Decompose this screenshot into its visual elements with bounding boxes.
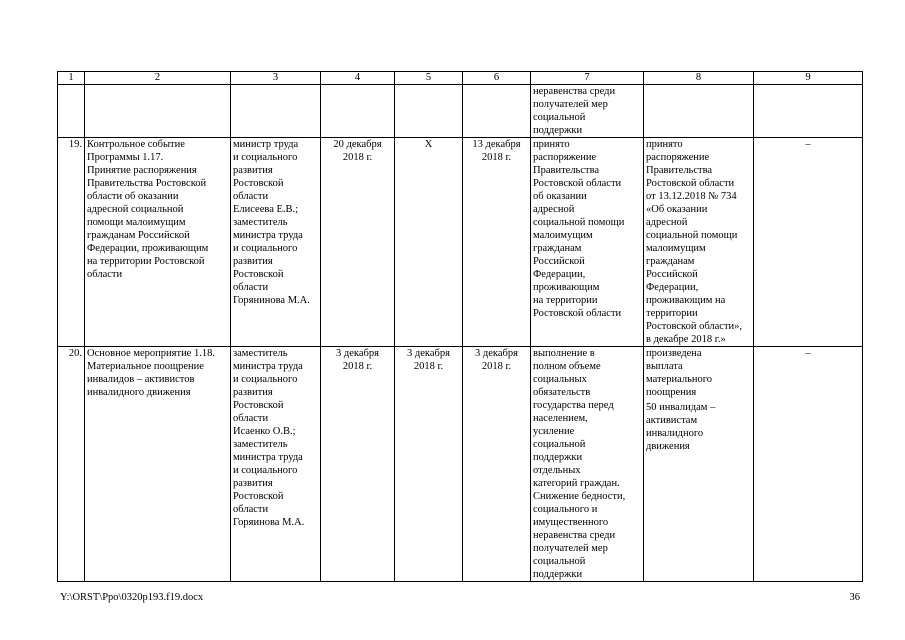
table-cell <box>321 85 395 138</box>
table-header-row <box>58 72 863 85</box>
table-cell <box>395 85 463 138</box>
planned-result-cell: принято распоряжение Правительства Ростовской области об оказании адресной социальной помощи малоимущим гражданам Российской Федерации, проживающим на территории Ростовской области <box>531 138 644 347</box>
actual-result-cell: принято распоряжение Правительства Ростовской области от 13.12.2018 № 734 «Об оказании адресной социальной помощи малоимущим гражданам Российской Федерации, проживающим на территории Ростовской области», в декабре 2018 г.» <box>644 138 754 347</box>
col-header: 3 <box>231 72 321 85</box>
planned-result-cell: выполнение в полном объеме социальных обязательств государства перед населением, усиление социальной поддержки отдельных категорий граждан. Снижение бедности, социального и имущественного неравенства среди получателей мер социальной поддержки <box>531 347 644 582</box>
responsible-cell: заместитель министра труда и социального развития Ростовской области Исаенко О.В.; заместитель министра труда и социального развития Ростовской области Горяинова М.А. <box>231 347 321 582</box>
actual-result-part: произведена выплата материального поощрения <box>646 348 713 398</box>
planned-result-cell: неравенства среди получателей мер социальной поддержки <box>531 85 644 138</box>
col-header: 9 <box>754 72 863 85</box>
table-cell <box>85 85 231 138</box>
col-header: 6 <box>463 72 531 85</box>
row-number: 20. <box>58 347 85 582</box>
col-header: 1 <box>58 72 85 85</box>
plan-start-cell: 20 декабря 2018 г. <box>321 138 395 347</box>
table-row-20 <box>58 347 863 582</box>
report-table <box>57 71 863 582</box>
table-cell <box>231 85 321 138</box>
col-header: 5 <box>395 72 463 85</box>
fact-start-cell: Х <box>395 138 463 347</box>
footer-file-path: Y:\ORST\Ppo\0320p193.f19.docx <box>60 592 204 603</box>
col-header: 2 <box>85 72 231 85</box>
note-cell: – <box>754 138 863 347</box>
responsible-cell: министр труда и социального развития Ростовской области Елисеева Е.В.; заместитель министра труда и социального развития Ростовской области Горянинова М.А. <box>231 138 321 347</box>
col-header: 4 <box>321 72 395 85</box>
plan-start-cell: 3 декабря 2018 г. <box>321 347 395 582</box>
plan-end-cell: 3 декабря 2018 г. <box>463 347 531 582</box>
actual-result-cell <box>644 347 754 582</box>
event-name-cell: Основное мероприятие 1.18. Материальное поощрение инвалидов – активистов инвалидного движения <box>85 347 231 582</box>
table-cell <box>463 85 531 138</box>
col-header: 7 <box>531 72 644 85</box>
table-cell <box>58 85 85 138</box>
note-cell: – <box>754 347 863 582</box>
table-row-19 <box>58 138 863 347</box>
event-name-cell: Контрольное событие Программы 1.17. Принятие распоряжения Правительства Ростовской области об оказании адресной социальной помощи малоимущим гражданам Российской Федерации, проживающим на территории Ростовской области <box>85 138 231 347</box>
table-row-continuation <box>58 85 863 138</box>
table-cell <box>754 85 863 138</box>
table-cell <box>644 85 754 138</box>
actual-result-part: 50 инвалидам – активистам инвалидного движения <box>646 402 716 452</box>
footer-page-number: 36 <box>849 592 860 603</box>
row-number: 19. <box>58 138 85 347</box>
col-header: 8 <box>644 72 754 85</box>
plan-end-cell: 13 декабря 2018 г. <box>463 138 531 347</box>
fact-start-cell: 3 декабря 2018 г. <box>395 347 463 582</box>
